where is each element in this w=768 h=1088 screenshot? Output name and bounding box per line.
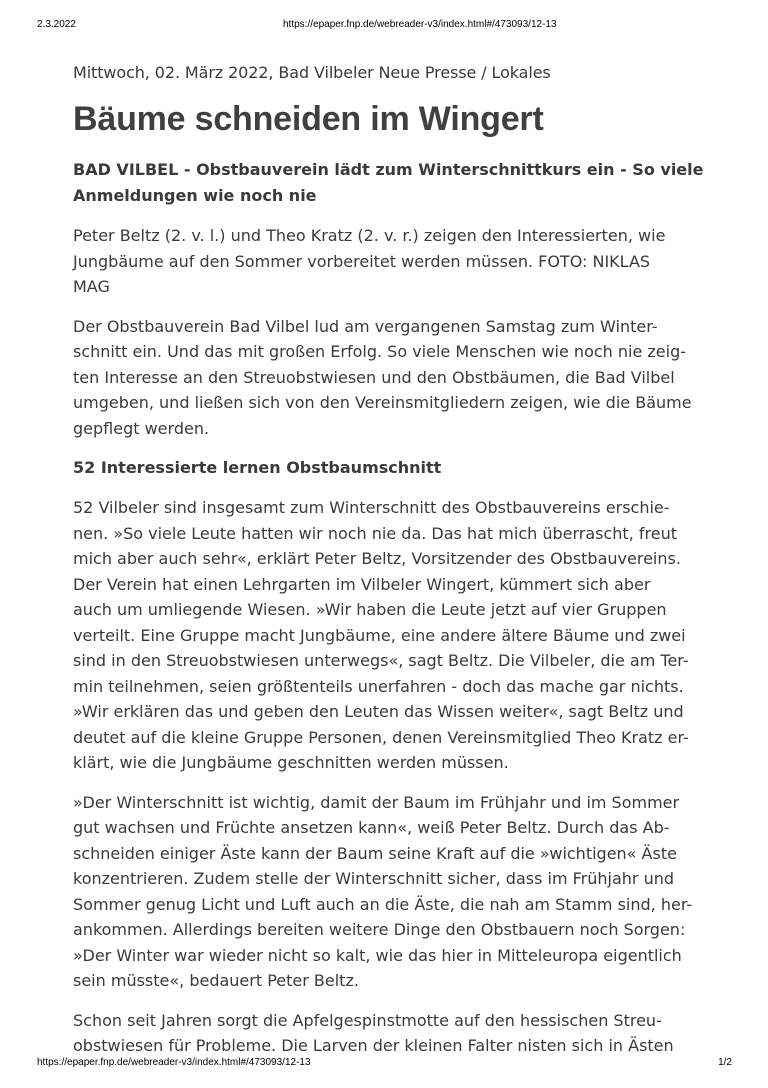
text-line: Der Verein hat einen Lehrgarten im Vilbeler Wingert, kümmert sich aber	[73, 574, 651, 594]
text-line: Peter Beltz (2. v. l.) und Theo Kratz (2. v. r.) zeigen den Interessierten, wie	[73, 226, 666, 245]
paragraph-2	[73, 495, 703, 776]
subheading: 52 Interessierte lernen Obstbaumschnitt	[73, 458, 442, 477]
text-line: ten Interesse an den Streuobstwiesen und den Obstbäumen, die Bad Vilbel	[73, 367, 675, 387]
text-line: Sommer genug Licht und Luft auch an die Äste, die nah am Stamm sind, her-	[73, 894, 693, 914]
text-line: ankommen. Allerdings bereiten weitere Dinge den Obstbauern noch Sorgen:	[73, 920, 686, 939]
text-line: MAG	[73, 277, 110, 296]
lead	[73, 157, 703, 209]
text-line: mich aber auch sehr«, erklärt Peter Beltz, Vorsitzender des Obstbauvereins.	[73, 549, 681, 568]
text-line: Der Obstbauverein Bad Vilbel lud am vergangenen Samstag zum Winter-	[73, 316, 658, 336]
dateline: Mittwoch, 02. März 2022, Bad Vilbeler Neue Presse / Lokales	[73, 63, 551, 82]
text-line: umgeben, und ließen sich von den Vereinsmitgliedern zeigen, wie die Bäume	[73, 393, 692, 412]
print-date: 2.3.2022	[37, 19, 76, 30]
text-line: BAD VILBEL - Obstbauverein lädt zum Winterschnittkurs ein - So viele	[73, 160, 704, 179]
text-line: Anmeldungen wie noch nie	[73, 186, 317, 205]
text-line: schnitt ein. Und das mit großen Erfolg. So viele Menschen wie noch nie zeig-	[73, 342, 687, 361]
footer-url: https://epaper.fnp.de/webreader-v3/index.html#/473093/12-13	[37, 1057, 311, 1068]
text-line: sind in den Streuobstwiesen unterwegs«, sagt Beltz. Die Vilbeler, die am Ter-	[73, 651, 689, 670]
headline: Bäume schneiden im Wingert	[73, 100, 544, 138]
page-number: 1/2	[718, 1057, 732, 1068]
print-footer	[0, 1057, 768, 1071]
photo-caption	[73, 223, 703, 300]
paragraph-4	[73, 1008, 703, 1059]
text-line: obstwiesen für Probleme. Die Larven der kleinen Falter nisten sich in Ästen	[73, 1036, 674, 1055]
text-line: schneiden einiger Äste kann der Baum seine Kraft auf die »wichtigen« Äste	[73, 843, 677, 863]
paragraph-1	[73, 314, 703, 442]
print-url: https://epaper.fnp.de/webreader-v3/index.html#/473093/12-13	[283, 19, 557, 30]
text-line: klärt, wie die Jungbäume geschnitten werden müssen.	[73, 753, 509, 772]
text-line: nen. »So viele Leute hatten wir noch nie da. Das hat mich überrascht, freut	[73, 523, 677, 543]
text-line: deutet auf die kleine Gruppe Personen, denen Vereinsmitglied Theo Kratz er-	[73, 727, 689, 747]
article	[73, 60, 703, 1059]
text-line: gepflegt werden.	[73, 418, 210, 438]
text-line: Jungbäume auf den Sommer vorbereitet werden müssen. FOTO: NIKLAS	[73, 251, 651, 271]
text-line: 52 Vilbeler sind insgesamt zum Winterschnitt des Obstbauvereins erschie-	[73, 498, 670, 517]
text-line: Schon seit Jahren sorgt die Apfelgespinstmotte auf den hessischen Streu-	[73, 1010, 662, 1030]
text-line: min teilnehmen, seien größtenteils unerfahren - doch das mache gar nichts.	[73, 676, 684, 696]
text-line: auch um umliegende Wiesen. »Wir haben die Leute jetzt auf vier Gruppen	[73, 600, 667, 619]
text-line: »Wir erklären das und geben den Leuten das Wissen weiter«, sagt Beltz und	[73, 702, 684, 721]
text-line: gut wachsen und Früchte ansetzen kann«, weiß Peter Beltz. Durch das Ab-	[73, 818, 670, 837]
text-line: konzentrieren. Zudem stelle der Winterschnitt sicher, dass im Frühjahr und	[73, 869, 675, 888]
print-header	[0, 19, 768, 33]
text-line: »Der Winter war wieder nicht so kalt, wie das hier in Mitteleuropa eigentlich	[73, 945, 682, 965]
paragraph-3	[73, 790, 703, 994]
text-line: sein müsste«, bedauert Peter Beltz.	[73, 971, 359, 990]
text-line: »Der Winterschnitt ist wichtig, damit der Baum im Frühjahr und im Sommer	[73, 792, 680, 812]
text-line: verteilt. Eine Gruppe macht Jungbäume, eine andere ältere Bäume und zwei	[73, 625, 686, 645]
